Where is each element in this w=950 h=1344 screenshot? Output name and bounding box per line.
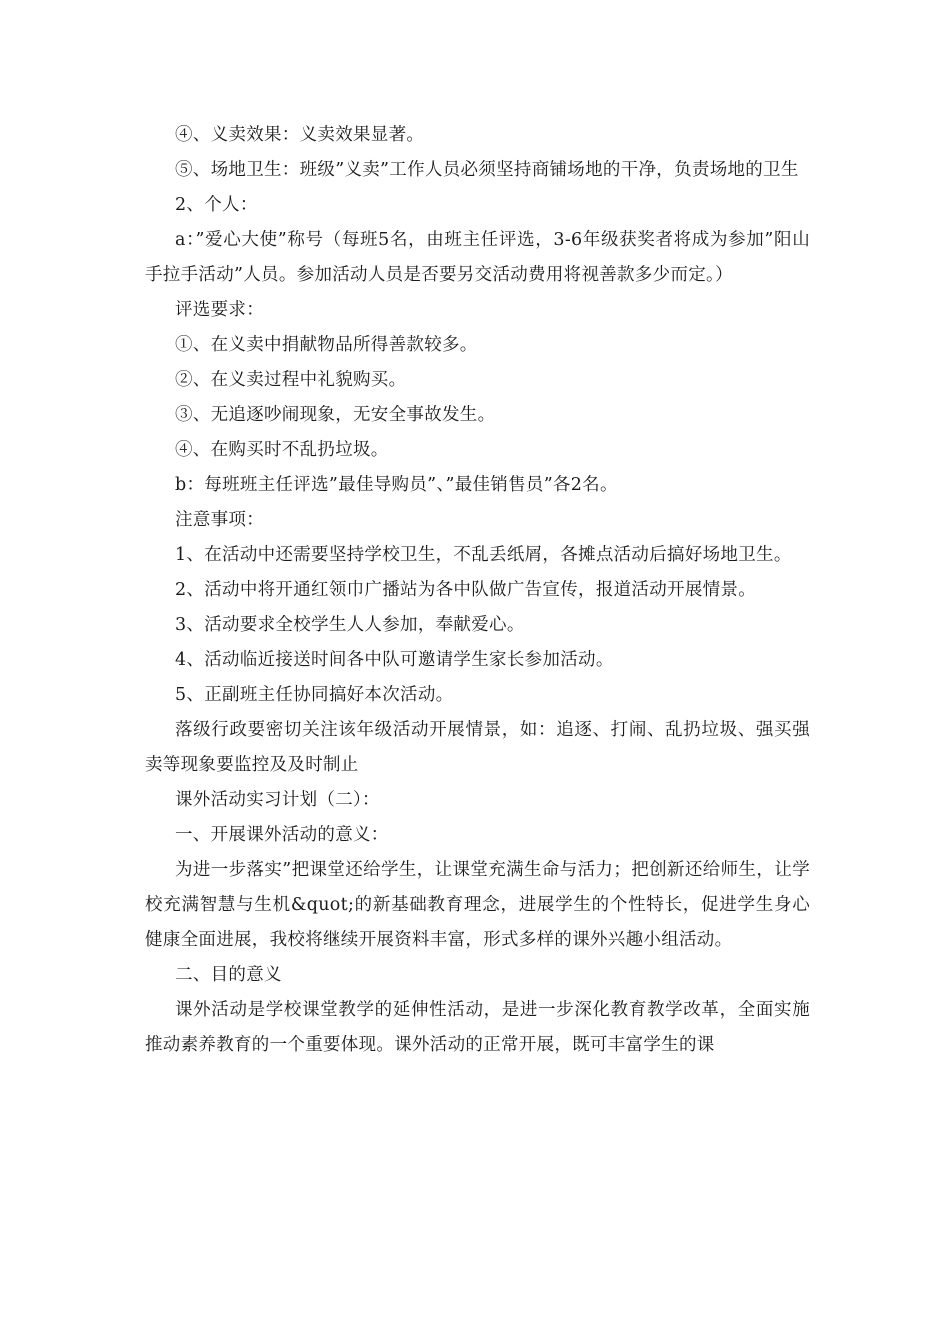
paragraph-plan-two-title: 课外活动实习计划（二）： xyxy=(175,790,380,810)
paragraph-section-two-heading: 二、目的意义 xyxy=(175,965,282,985)
paragraph-requirement-2: ②、在义卖过程中礼貌购买。 xyxy=(175,370,407,390)
paragraph-best-guide: b：每班班主任评选”最佳导购员”、”最佳销售员”各2名。 xyxy=(175,475,618,495)
paragraph-individual-heading: 2、个人： xyxy=(175,195,258,215)
paragraph-section-one-body: 为进一步落实”把课堂还给学生，让课堂充满生命与活力；把创新还给师生，让学校充满智慧与生机&quot;的新基础教育理念，进展学生的个性特长，促进学生身心健康全面进展，我校将继续开展资料丰富，形式多样的课外兴趣小组活动。 xyxy=(145,860,810,950)
paragraph-love-ambassador: a：”爱心大使”称号（每班5名，由班主任评选，3-6年级获奖者将成为参加”阳山手拉手活动”人员。参加活动人员是否要另交活动费用将视善款多少而定。） xyxy=(145,230,810,285)
paragraph-requirement-3: ③、无追逐吵闹现象，无安全事故发生。 xyxy=(175,405,496,425)
paragraph-notes-heading: 注意事项： xyxy=(175,510,264,530)
paragraph-note-3: 3、活动要求全校学生人人参加，奉献爱心。 xyxy=(175,615,525,635)
paragraph-note-2: 2、活动中将开通红领巾广播站为各中队做广告宣传，报道活动开展情景。 xyxy=(175,580,757,600)
document-body xyxy=(145,118,810,1063)
paragraph-note-5: 5、正副班主任协同搞好本次活动。 xyxy=(175,685,454,705)
paragraph-sale-effect: ④、义卖效果：义卖效果显著。 xyxy=(175,125,425,145)
paragraph-note-1: 1、在活动中还需要坚持学校卫生，不乱丢纸屑，各摊点活动后搞好场地卫生。 xyxy=(175,545,792,565)
paragraph-requirement-4: ④、在购买时不乱扔垃圾。 xyxy=(175,440,389,460)
paragraph-selection-requirements: 评选要求： xyxy=(175,300,264,320)
paragraph-section-one-heading: 一、开展课外活动的意义： xyxy=(175,825,389,845)
paragraph-requirement-1: ①、在义卖中捐献物品所得善款较多。 xyxy=(175,335,478,355)
paragraph-grade-admin: 落级行政要密切关注该年级活动开展情景，如：追逐、打闹、乱扔垃圾、强买强卖等现象要监控及及时制止 xyxy=(145,720,810,775)
paragraph-venue-hygiene: ⑤、场地卫生：班级”义卖”工作人员必须坚持商铺场地的干净，负责场地的卫生 xyxy=(175,160,799,180)
paragraph-note-4: 4、活动临近接送时间各中队可邀请学生家长参加活动。 xyxy=(175,650,614,670)
paragraph-section-two-body: 课外活动是学校课堂教学的延伸性活动，是进一步深化教育教学改革，全面实施推动素养教育的一个重要体现。课外活动的正常开展，既可丰富学生的课 xyxy=(145,1000,810,1055)
